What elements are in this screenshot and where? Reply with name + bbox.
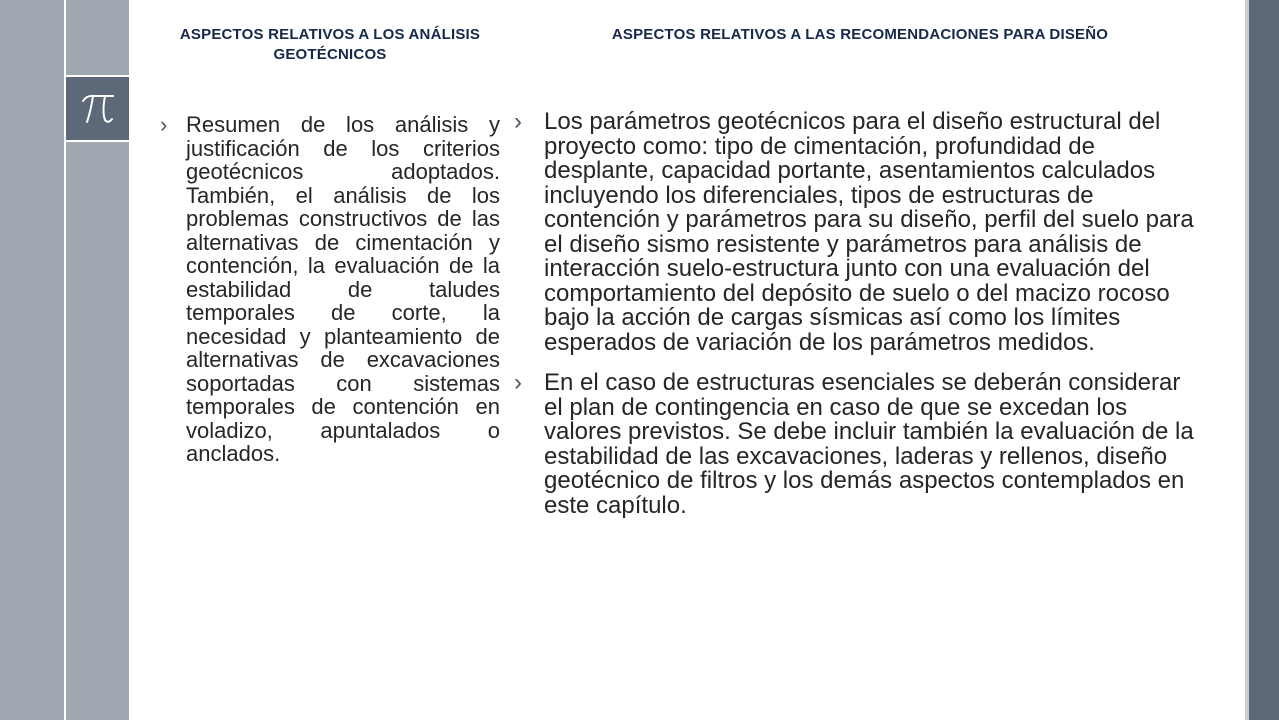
left-bullet-list (160, 113, 500, 466)
left-column-heading: ASPECTOS RELATIVOS A LOS ANÁLISIS GEOTÉCNICOS (179, 26, 481, 63)
right-bullet-item: › Los parámetros geotécnicos para el diseño estructural del proyecto como: tipo de cimentación, profundidad de desplante, capacidad portante, asentamientos calculados incluyendo los diferenciales, tipos de estructuras de contención y parámetros para su diseño, perfil del suelo para el diseño sismo resistente y parámetros para análisis de interacción suelo-estructura junto con una evaluación del comportamiento del depósito de suelo o del macizo rocoso bajo la acción de cargas sísmicas así como los límites esperados de variación de los parámetros medidos. (514, 110, 1194, 355)
left-bullet-item: › Resumen de los análisis y justificación de los criterios geotécnicos adoptados. También, el análisis de los problemas constructivos de las alternativas de cimentación y contención, la evaluación de la estabilidad de taludes temporales de corte, la necesidad y planteamiento de alternativas de excavaciones soportadas con sistemas temporales de contención en voladizo, apuntalados o anclados. (160, 113, 500, 466)
right-column-heading: ASPECTOS RELATIVOS A LAS RECOMENDACIONES PARA DISEÑO (611, 26, 1109, 43)
right-bullet-item: › En el caso de estructuras esenciales se deberán considerar el plan de contingencia en caso de que se excedan los valores previstos. Se debe incluir también la evaluación de la estabilidad de las excavaciones, laderas y rellenos, diseño geotécnico de filtros y los demás aspectos contemplados en este capítulo. (514, 371, 1194, 518)
pi-logo-box (66, 75, 129, 142)
pi-icon (78, 90, 118, 128)
right-decorative-band (1249, 0, 1279, 720)
right-bullet-list (514, 110, 1194, 534)
